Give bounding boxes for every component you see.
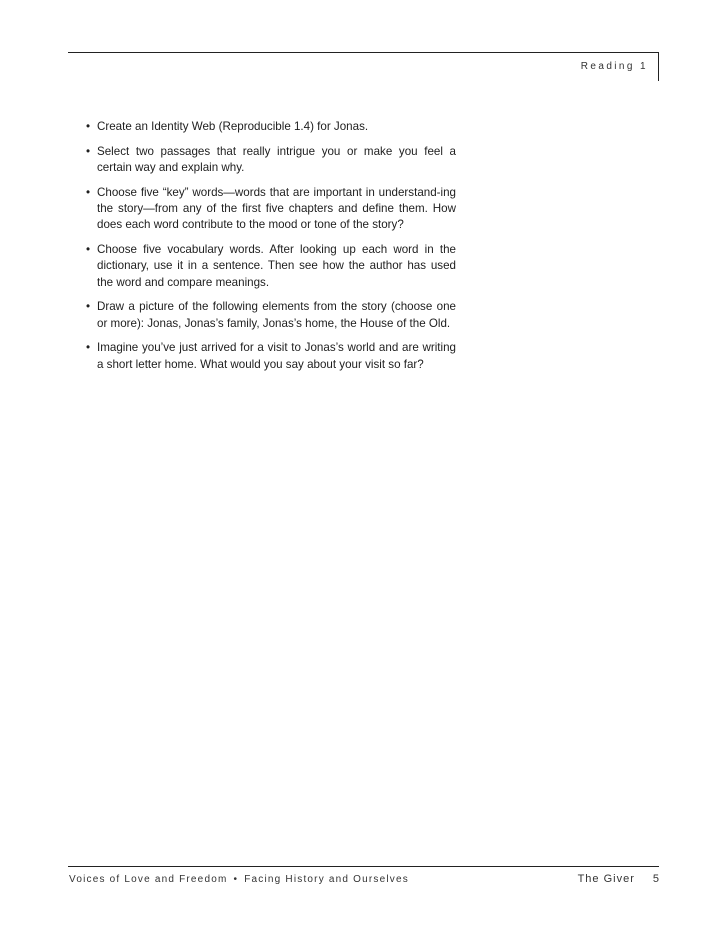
list-item-text: Select two passages that really intrigue you or make you feel a certain way and explain why.	[97, 144, 456, 174]
section-label: Reading 1	[580, 61, 648, 72]
series-title: Voices of Love and Freedom	[69, 874, 228, 885]
activity-list	[86, 119, 456, 381]
bullet-icon: •	[86, 242, 91, 256]
list-item	[86, 340, 456, 373]
list-item-text: Draw a picture of the following elements from the story (choose one or more): Jonas, Jonas’s family, Jonas’s home, the House of the Old.	[97, 300, 456, 330]
footer-rule	[68, 866, 659, 867]
list-item	[86, 242, 456, 291]
page-number: 5	[652, 873, 659, 885]
bullet-icon: •	[86, 341, 91, 355]
list-item	[86, 144, 456, 177]
list-item-text: Imagine you’ve just arrived for a visit to Jonas’s world and are writing a short letter home. What would you say about your visit so far?	[97, 341, 456, 371]
footer-separator: •	[233, 874, 239, 885]
book-title: The Giver	[577, 873, 635, 885]
list-item	[86, 299, 456, 332]
list-item-text: Choose five “key” words—words that are important in understand-ing the story—from any of the first five chapters and define them. How does each word contribute to the mood or tone of the story?	[97, 185, 456, 232]
list-item-text: Choose five vocabulary words. After looking up each word in the dictionary, use it in a sentence. Then see how the author has used the word and compare meanings.	[97, 242, 456, 289]
bullet-icon: •	[86, 144, 91, 158]
header-tick-mark	[658, 52, 659, 81]
publisher-name: Facing History and Ourselves	[244, 874, 409, 885]
footer-series	[69, 874, 409, 885]
list-item	[86, 185, 456, 234]
list-item	[86, 119, 456, 135]
footer-book-info	[540, 873, 659, 885]
list-item-text: Create an Identity Web (Reproducible 1.4) for Jonas.	[97, 120, 369, 133]
bullet-icon: •	[86, 120, 91, 133]
header-rule	[68, 52, 659, 53]
bullet-icon: •	[86, 185, 91, 199]
bullet-icon: •	[86, 300, 91, 314]
